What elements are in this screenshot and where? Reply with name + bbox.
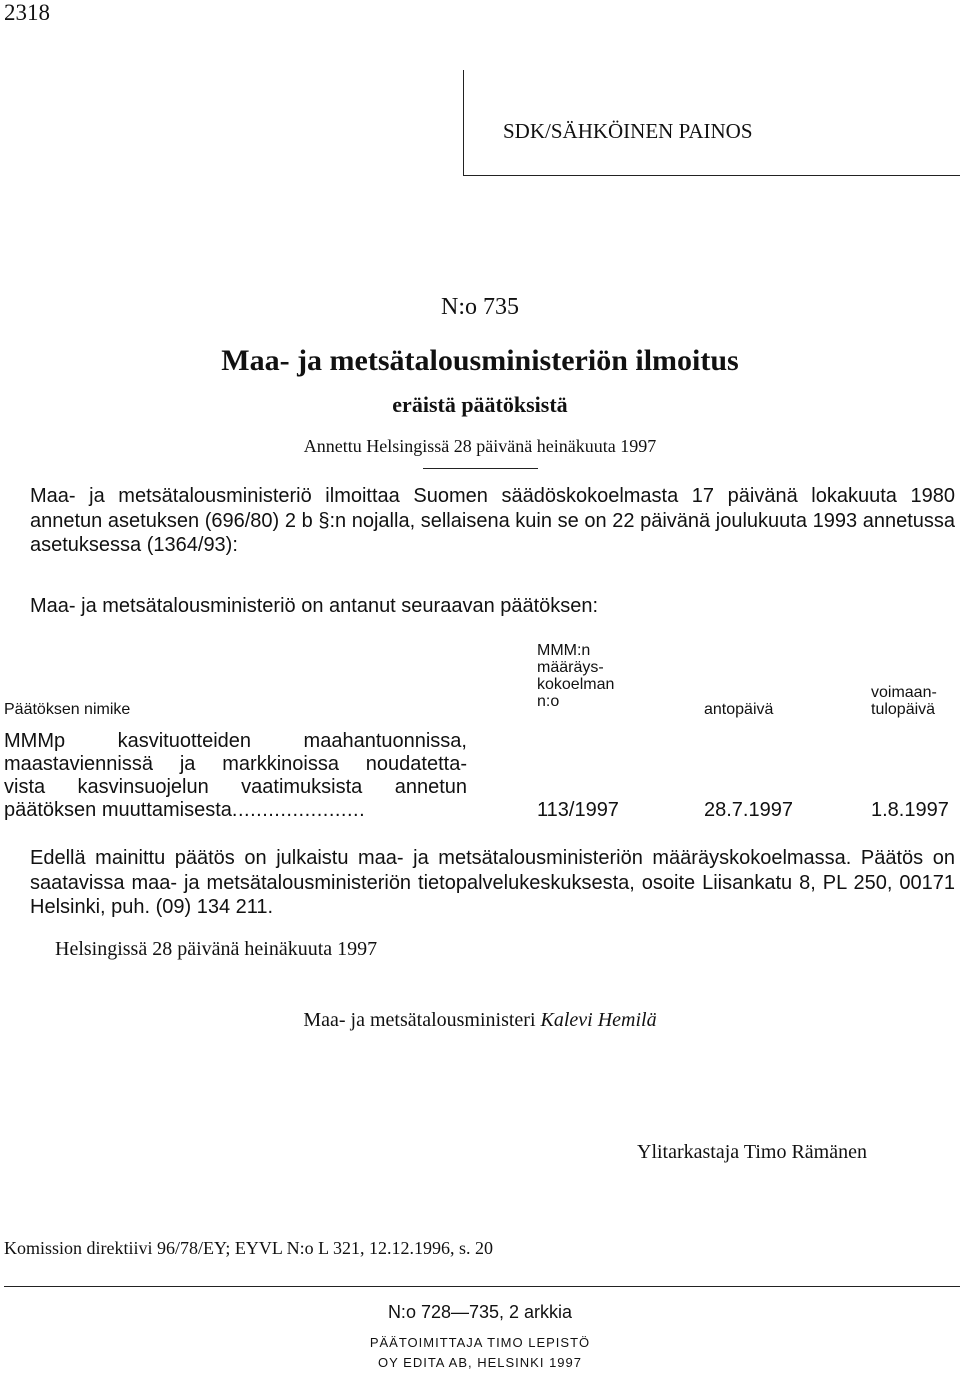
header-decision-name: Päätöksen nimike (4, 701, 131, 718)
header-effective-date (871, 684, 937, 718)
minister-signature (0, 1009, 960, 1032)
header-series-line: kokoelman (537, 676, 615, 693)
header-series-line: määräys- (537, 659, 604, 676)
minister-name: Kalevi Hemilä (540, 1009, 657, 1031)
decision-name-line: vista kasvinsuojelun vaatimuksista annetun (4, 776, 467, 798)
doc-title: Maa- ja metsätalousministeriön ilmoitus (221, 344, 739, 377)
sheets-info: N:o 728—735, 2 arkkia (387, 1302, 573, 1322)
printer-credit: OY EDITA AB, HELSINKI 1997 (378, 1355, 582, 1370)
leader-dots: ...................... (231, 799, 366, 821)
decision-name-last-line (4, 799, 467, 822)
table-row-decision-name (4, 730, 467, 822)
decision-name-line: MMMp kasvituotteiden maahantuonnissa, (4, 730, 467, 752)
edition-label: SDK/SÄHKÖINEN PAINOS (503, 119, 753, 143)
directive-reference: Komission direktiivi 96/78/EY; EYVL N:o L 321, 12.12.1996, s. 20 (4, 1238, 493, 1258)
decision-name-line: päätöksen muuttamisesta (4, 799, 232, 821)
given-line: Annettu Helsingissä 28 päivänä heinäkuuta 1997 (303, 436, 657, 456)
header-series-line: n:o (537, 693, 560, 710)
header-issue-date: antopäivä (704, 701, 774, 718)
table-cell-effective-date: 1.8.1997 (871, 799, 949, 821)
header-series-line: MMM:n (537, 642, 591, 659)
table-cell-series-number: 113/1997 (537, 799, 619, 821)
doc-number: N:o 735 (441, 294, 519, 320)
header-effective-line: tulopäivä (871, 701, 936, 718)
decision-name-line: maastaviennissä ja markkinoissa noudatetta- (4, 753, 467, 775)
header-effective-line: voimaan- (871, 684, 937, 701)
doc-subtitle: eräistä päätöksistä (392, 392, 568, 417)
page-number: 2318 (4, 0, 50, 25)
place-date: Helsingissä 28 päivänä heinäkuuta 1997 (55, 938, 378, 960)
footer-divider (4, 1286, 960, 1287)
intro-paragraph-2: Maa- ja metsätalousministeriö on antanut seuraavan päätöksen: (30, 595, 599, 617)
editor-credit: PÄÄTOIMITTAJA TIMO LEPISTÖ (369, 1335, 591, 1350)
inspector-signature: Ylitarkastaja Timo Rämänen (637, 1141, 867, 1163)
table-cell-issue-date: 28.7.1997 (704, 799, 793, 821)
notice-paragraph: Edellä mainittu päätös on julkaistu maa- ja metsätalousministeriön määräyskokoelmassa. Päätös on saatavissa maa- ja metsätalousministeriön tietopalvelukeskuksesta, osoite Liisankatu 8, PL 250, 00171 Helsinki, puh. (09) 134 211. (30, 847, 955, 918)
intro-paragraph: Maa- ja metsätalousministeriö ilmoittaa Suomen säädöskokoelmasta 17 päivänä lokakuuta 1980 annetun asetuksen (696/80) 2 b §:n nojalla, sellaisena kuin se on 22 päivänä joulukuuta 1993 annetussa asetuksessa (1364/93): (30, 485, 955, 556)
minister-title: Maa- ja metsätalousministeri (303, 1009, 536, 1031)
header-series-number (537, 642, 614, 710)
title-divider (423, 468, 538, 469)
